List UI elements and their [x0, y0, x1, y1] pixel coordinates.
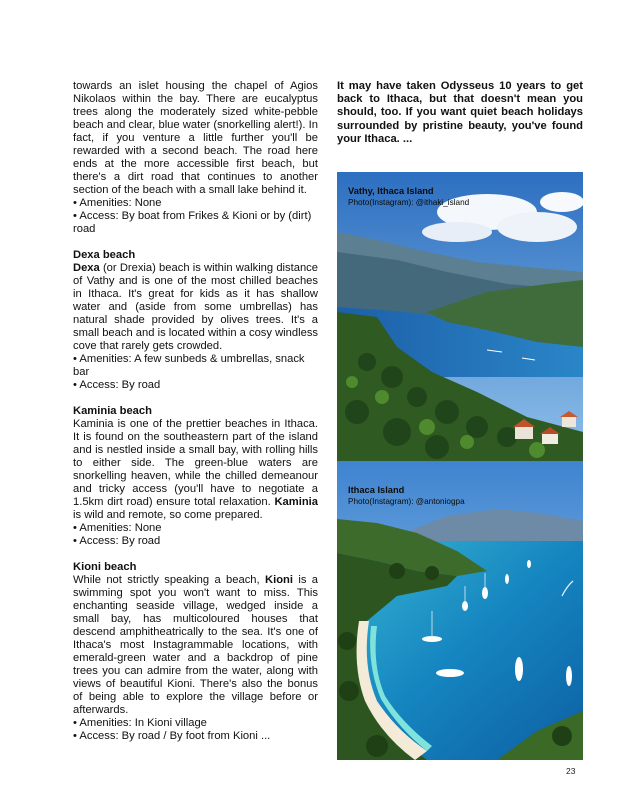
- kaminia-tail: is wild and remote, so come prepared.: [73, 509, 263, 521]
- vathy-caption-title: Vathy, Ithaca Island: [348, 186, 434, 196]
- ithaca-photo: [337, 461, 583, 760]
- dexa-amenities: • Amenities: A few sunbeds & umbrellas, snack bar: [73, 353, 305, 378]
- vathy-caption: [348, 186, 469, 208]
- dexa-heading: Dexa beach: [73, 249, 136, 261]
- ithaca-caption-title: Ithaca Island: [348, 485, 405, 495]
- amenities-line: • Amenities: None: [73, 197, 162, 209]
- kioni-bold: Kioni: [265, 574, 293, 586]
- dexa-access: • Access: By road: [73, 379, 161, 391]
- kioni-amenities: • Amenities: In Kioni village: [73, 717, 207, 729]
- ithaca-caption: [348, 485, 465, 507]
- left-column: [73, 80, 318, 743]
- kaminia-paragraph: [73, 418, 318, 522]
- kioni-body: is a swimming spot you won't want to miss. This enchanting seaside village, wedged inside a small bay, has multicoloured houses that descend amphitheatrically to the sea. It's one of Ithaca's most Instagrammable locations, with emerald-green water and a backdrop of pine trees you can admire from the water, along with views of beautiful Kioni. There's also the bonus of being able to explore the village before or afterwards.: [73, 574, 318, 716]
- paragraph-intro: towards an islet housing the chapel of Agios Nikolaos within the bay. There are eucalyptus trees along the moderately sized white-pebble beach and clear, blue water (snorkelling alert!). In fact, if you venture a little further you'll be rewarded with a second beach. The road here ends at the more accessible first beach, but there's a dirt road that continues to another section of the beach with a small lake behind it.: [73, 80, 318, 196]
- page-number: 23: [566, 766, 576, 776]
- dexa-paragraph: [73, 262, 318, 353]
- kioni-access: • Access: By road / By foot from Kioni ...: [73, 730, 271, 742]
- kaminia-bold: Kaminia: [274, 496, 318, 508]
- kioni-pre: While not strictly speaking a beach,: [73, 574, 265, 586]
- ithaca-caption-credit: Photo(Instagram): @antoniogpa: [348, 497, 465, 506]
- kaminia-amenities: • Amenities: None: [73, 522, 162, 534]
- vathy-photo: [337, 172, 583, 461]
- dexa-bold-lead: Dexa: [73, 262, 100, 274]
- kioni-paragraph: [73, 574, 318, 717]
- access-line: • Access: By boat from Frikes & Kioni or by (dirt) road: [73, 210, 312, 235]
- kaminia-heading: Kaminia beach: [73, 405, 152, 417]
- kaminia-access: • Access: By road: [73, 535, 161, 547]
- dexa-body: (or Drexia) beach is within walking distance of Vathy and is one of the most chilled beaches in Ithaca. It's great for kids as it has shallow water and (aside from some umbrellas) has natural shade provided by olives trees. It's a small beach and is located within a cosy windless cove that rarely gets crowded.: [73, 262, 319, 352]
- intro-bold-paragraph: It may have taken Odysseus 10 years to get back to Ithaca, but that doesn't mean you should, too. If you want quiet beach holidays surrounded by pristine beauty, you've found your Ithaca. ...: [337, 80, 583, 145]
- vathy-landscape-image: [337, 172, 583, 461]
- vathy-caption-credit: Photo(Instagram): @ithaki_island: [348, 198, 470, 207]
- right-column: [337, 80, 583, 146]
- kioni-heading: Kioni beach: [73, 561, 137, 573]
- kaminia-body: Kaminia is one of the prettier beaches in Ithaca. It is found on the southeastern part of the island and is nestled inside a small bay, with rolling hills to either side. The green-blue waters are snorkelling heaven, while the chilled demeanour and tricky access (you'll have to negotiate a 1.5km dirt road) ensure total relaxation.: [73, 418, 318, 508]
